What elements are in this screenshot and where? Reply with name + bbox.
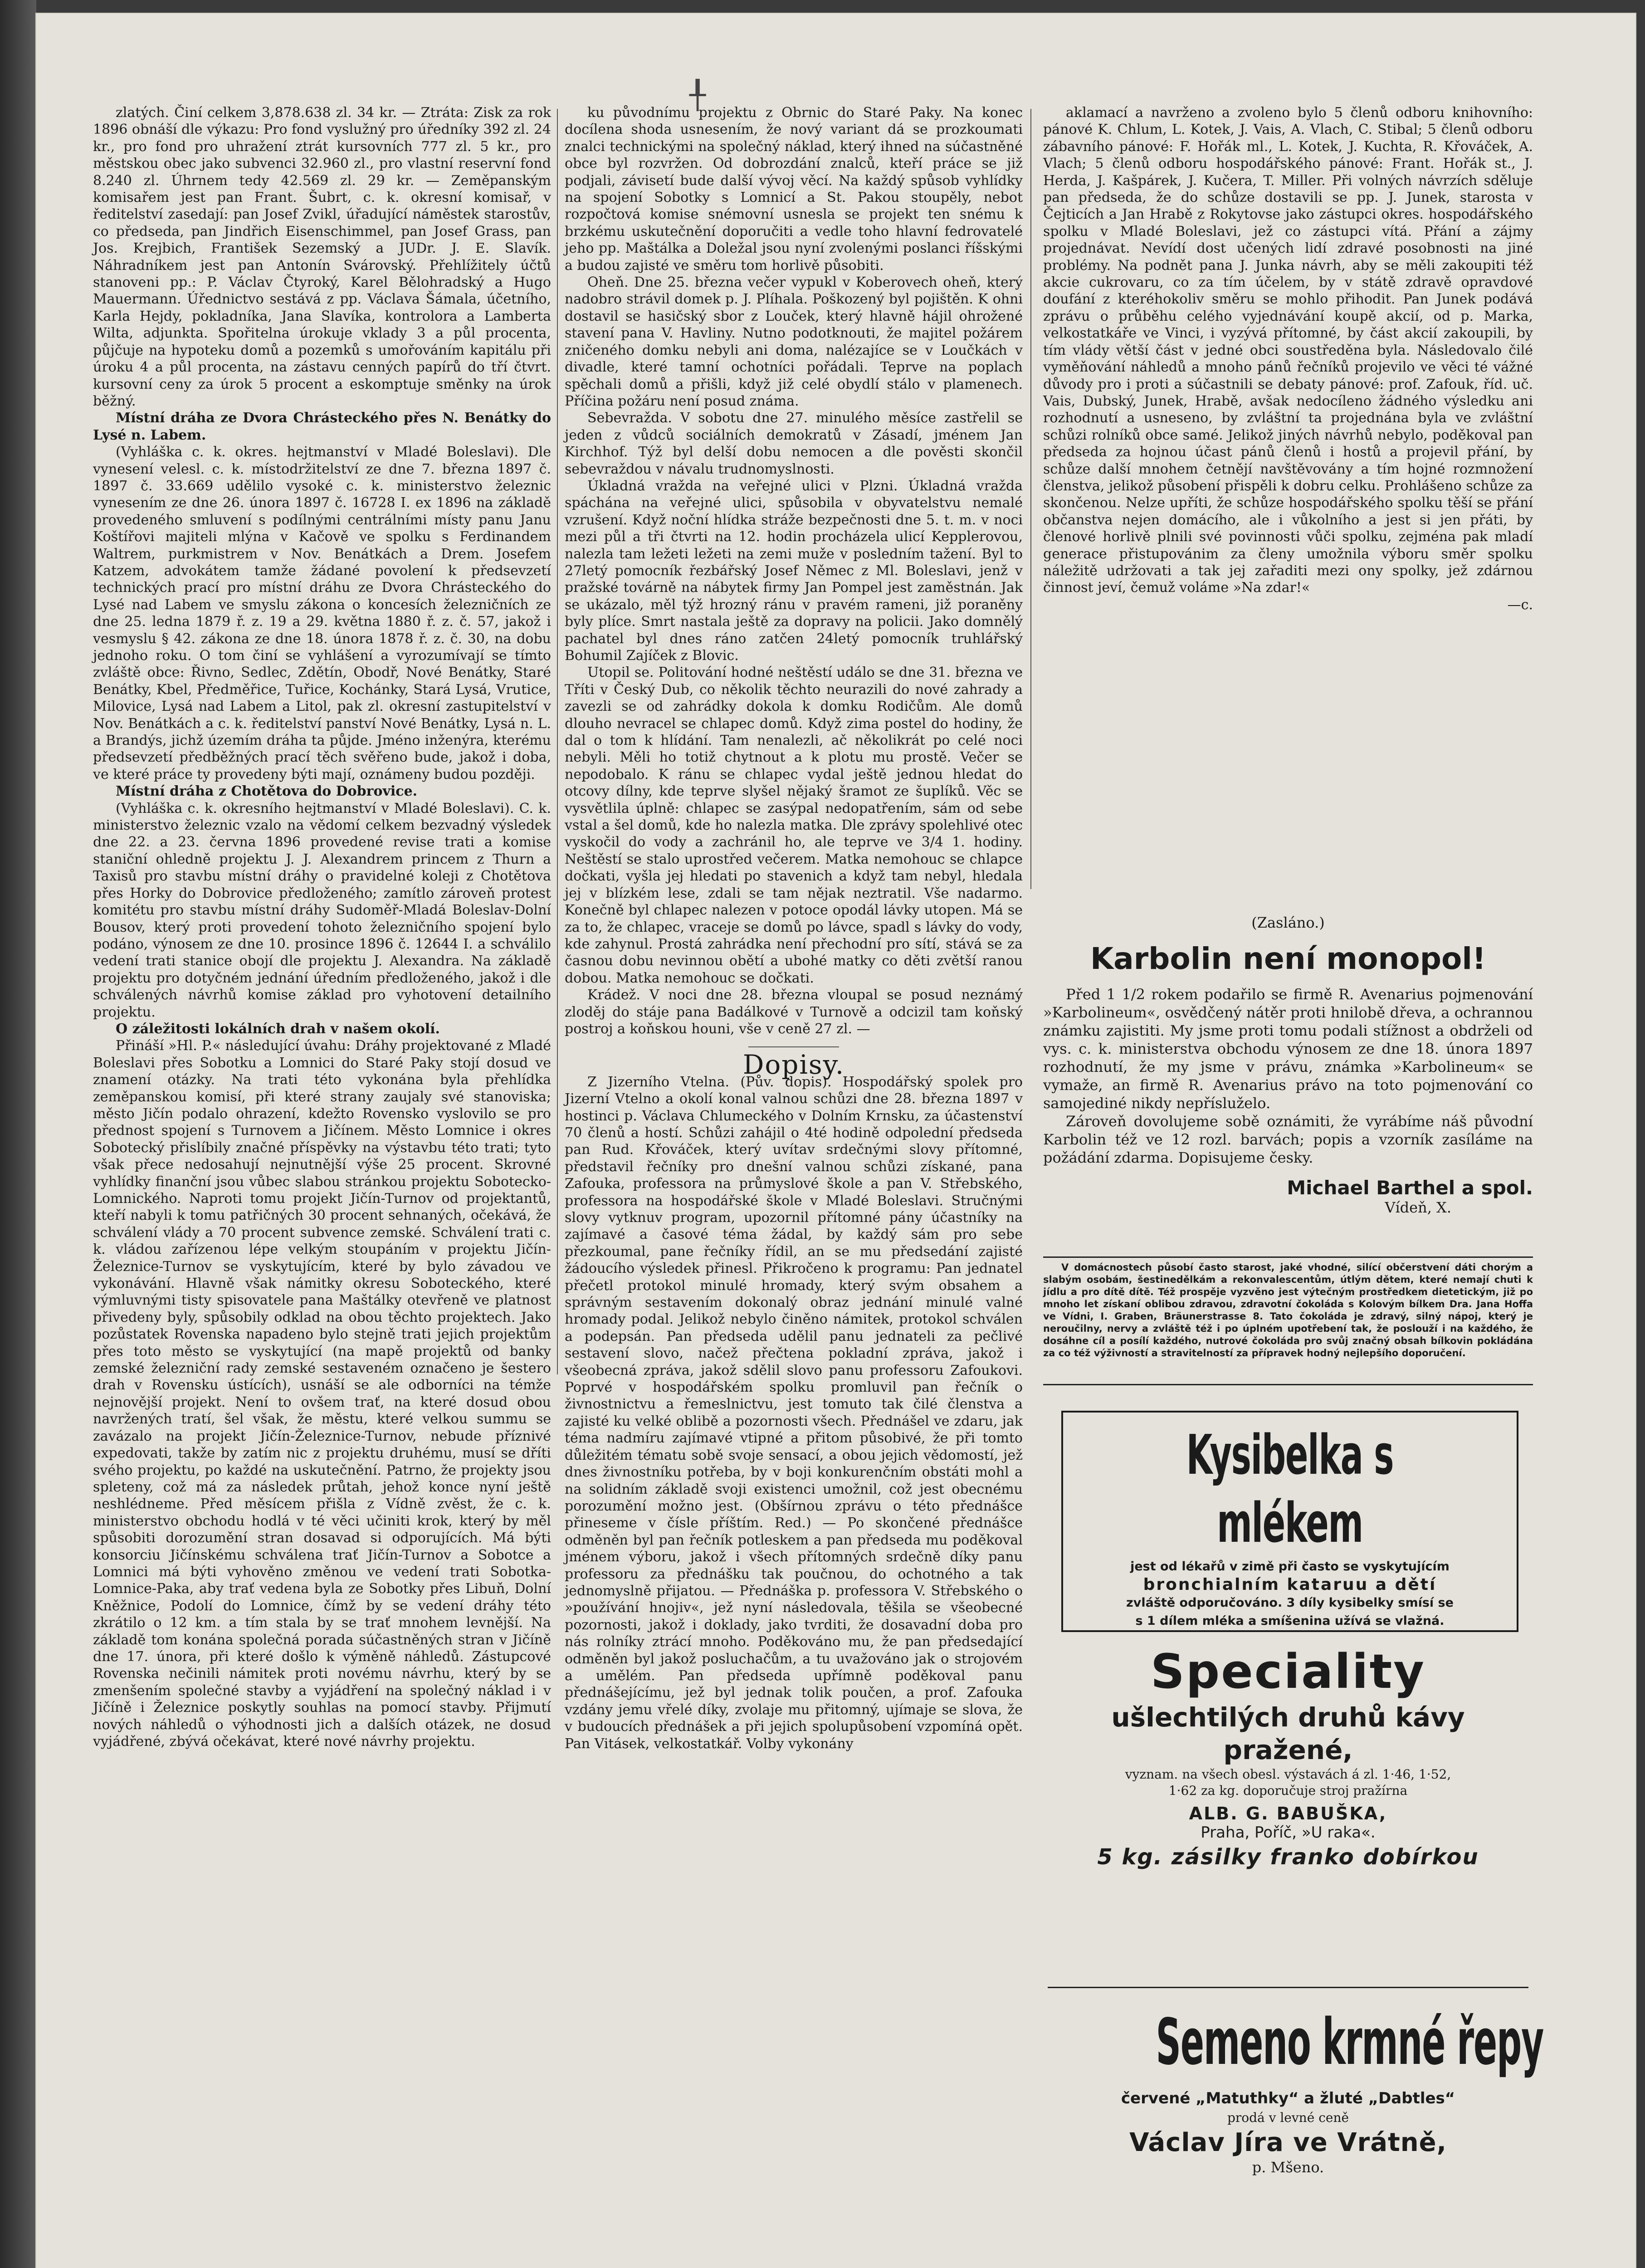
divider (748, 1046, 839, 1047)
news-item-murder: Úkladná vražda na veřejné ulici v Plzni. Úkladná vražda spáchána na veřejné ulici, spůsobila v obyvatelstvu nemalé vzrušení. Když noční hlídka stráže bezpečnosti dne 5. t. m. v noci mezi půl a tři čtvrti na 12. hodin procházela ulicí Kepplerovou, nalezla tam ležeti ležeti na zemi muže v posledním tažení. Byl to 27letý pomocník řezbářský Josef Němec z Ml. Boleslavi, jenž v pražské továrně na nábytek firmy Jan Pompel jest zaměstnán. Jak se ukázalo, měl týž hrozný ránu v pravém rameni, již poraněny byly plíce. Smrt nastala ještě za dopravy na policii. Jako domnělý pachatel byl dnes ráno zatčen 24letý pomocník truhlářský Bohumil Zajíček z Blovic. (565, 478, 1023, 664)
ad-paragraph: V domácnostech působí často starost, jaké vhodné, silící občerstvení dáti chorým a slabým osobám, šestinedělkám a rekonvalescentům, útlým dětem, které nemají chuti k jídlu a pro dítě dítě. Též prospěje vyzvěno jest výtečným prostředkem dietetickým, již po mnoho let získaní oblibou zdravou, zdravotní čokoláda s Kolovým bílkem Dra. Jana Hoffa ve Vídni, I. Graben, Bräunerstrasse 8. Tato čokoláda je zdravý, silný nápoj, který je neroučilny, nervy a zvláště též i po úplném upotřebení tak, že poslouží i na každého, že dosáhne cíl a posílí každého, nutrové čokoláda pro svůj značný obsah bílkovin pokládána za co též výživností a stravitelností za přípravek hodný nejlepšího doporučení. (1043, 1262, 1533, 1359)
ad-place: p. Mšeno. (1252, 2159, 1324, 2176)
ad-cocoa-notice (1043, 1256, 1533, 1385)
ad-paragraph: Před 1 1/2 rokem podařilo se firmě R. Avenarius pojmenování »Karbolineum«, osvědčený nátěr proti hnilobě dřeva, a ochrannou známku zajistiti. My jsme proti tomu podali stížnost a obdrželi od vys. c. k. ministerstva obchodu výnosem ze dne 18. února 1897 rozhodnutí, že my jsme v právu, známka »Karbolineum« se vymaže, an firmě R. Avenarius právo na toto pojmenování co samojediné nikdy nepřísluželo. (1043, 986, 1533, 1112)
ad-line: červené „Matuthky“ a žluté „Dabtles“ (1121, 2089, 1455, 2107)
fold-mark: ╀ (689, 79, 706, 111)
article-paragraph: (Vyhláška c. k. okres. hejtmanství v Mladé Boleslavi). Dle vynesení velesl. c. k. místodržitelství ze dne 7. března 1897 č. 1897 č. 33.669 udělilo vysoké c. k. ministerstvo železnic vynesením ze dne 26. února 1897 č. 16728 I. ex 1896 na základě provedeného smluvení s podílnými centrálními místy panu Janu Koštířovi majiteli mlýna v Kačově ve spolku s Ferdinandem Waltrem, purkmistrem v Nov. Benátkách a Drem. Josefem Katzem, advokátem tamže žádané povolení k předsevzetí technických prací pro místní dráhu ze Dvora Chrásteckého do Lysé nad Labem ve smyslu zákona o koncesích železničních ze dne 25. ledna 1879 ř. z. 19 a 29. května 1880 ř. z. č. 57, jakož i vesmyslu § 42. zákona ze dne 18. února 1878 ř. z. č. 30, na dobu jednoho roku. O tom činí se vyhlášení a vyrozumívají se tímto zvláště obce: Řivno, Sedlec, Zdětín, Obodř, Nové Benátky, Staré Benátky, Kbel, Předměřice, Tuřice, Kochánky, Stará Lysá, Vrutice, Milovice, Lysá nad Labem a Litol, pak zl. okresní zastupitelství v Nov. Benátkách a c. k. ředitelství panství Nové Benátky, Lysá n. L. a Brandýs, jichž územím dráha ta půjde. Jméno inženýra, kterému předsevzetí předběžných prací těch svěřeno bude, jakož i doba, ve které práce ty provedeny býti mají, oznámeny budou později. (93, 444, 551, 782)
ad-headline: Speciality (1150, 1644, 1426, 1699)
ad-paragraph: Zároveň dovolujeme sobě oznámiti, že vyrábíme náš původní Karbolin též ve 12 rozl. barvách; popis a vzorník zasíláme na požádání zdarma. Dopisujeme česky. (1043, 1113, 1533, 1166)
article-paragraph: Přináší »Hl. P.« následující úvahu: Dráhy projektované z Mladé Boleslavi přes Sobotku a Lomnici do Staré Paky stojí dosud ve znamení otázky. Na trati této vykonána byla přehlídka zeměpanskou komisí, při které strany zaujaly své stanoviska; město Jičín podalo ohrazení, kdežto Rovensko vyslovilo se pro přednost spojení s Turnovem a Jičínem. Město Lomnice i okres Sobotecký přislíbily značné příspěvky na výstavbu této trati; tyto však přece nedosahují nejnutnější výše 25 procent. Skrovné vyhlídky finanční jsou vůbec slabou stránkou projektu Sobotecko-Lomnického. Naproti tomu projekt Jičín-Turnov od projektantů, kteří nabyli k tomu patřičných 30 procent sehnaných, očekává, že schválení vlády a 70 procent subvence zemské. Schválení trati c. k. vládou zařízenou lépe velkým stoupáním v projektu Jičín-Železnice-Turnov se vyskytujícím, které by bylo závadou ve vykonávání. Hlavně však námitky okresu Soboteckého, které výmluvnými tisty spisovatele pana Maštálky otevřeně ve platnost přivedeny byly, spůsobily odklad na obou těchto projektech. Jako pozůstatek Rovenska napadeno bylo stejně trati jejich projektům přes toto město se vyskytující (na mapě projektů od banky zemské železniční rady zemské sestaveném označeno je šestero drah v Rovensku ústících), usnáší se ale odborníci na témže nejnovější projekt. Není to ovšem trať, na které dosud obou navržených tratí, šel však, že městu, které velkou summu se zavázalo na projekt Jičín-Železnice-Turnov, nebude příznivé expedovati, takže by zatím nic z projektu druhému, musí se dříti svého projektu, po každé na uskutečnění. Patrno, že projekty jsou spleteny, což má za následek průtah, jehož konce nyní ještě neshlédneme. Před měsícem přišla z Vídně zvěst, že c. k. ministerstvo obchodu hodlá v té věci učiniti krok, který by měl spůsobiti dorozumění stran dosavad si odporujících. Má býti konsorciu Jičínskému schválena trať Jičín-Turnov a Sobotce a Lomnici má býti vyhověno změnou ve vedení trati Sobotka-Lomnice-Paka, aby trať vedena byla ze Sobotky přes Libuň, Dolní Kněžnice, Podolí do Lomnice, čímž by se vedení dráhy této zkrátilo o 12 km. a tím stala by se trať mnohem levnější. Na základě tom konána společná porada súčastněných stran v Jičíně dne 17. února, při které došlo k výměně náhledů. Zástupcové Rovenska nečinili námitek proti novému návrhu, který by se zmenšením společné stavby a vyjádření na společný náklad i v Jičíně i Železnice poskytly souhlas na pomocí stavby. Přijmutí nových náhledů o výhodnosti jich a dalších otázek, ne dosud vyjádřené, zbývá očekávat, které nové návrhy projektu. (93, 1038, 551, 1750)
ad-place: Vídeň, X. (1385, 1199, 1451, 1216)
column-rule-1 (557, 109, 558, 1374)
ad-line: bronchialním kataruu a dětí (1143, 1575, 1437, 1594)
ad-firm: ALB. G. BABUŠKA, (1189, 1804, 1387, 1823)
column-rule-2 (1030, 109, 1031, 889)
ad-coffee-speciality (1043, 1642, 1533, 1870)
article-column-2 (565, 104, 1023, 1752)
ad-line: 1·62 za kg. doporučuje stroj pražírna (1168, 1783, 1408, 1798)
article-paragraph: zlatých. Činí celkem 3,878.638 zl. 34 kr. — Ztráta: Zisk za rok 1896 obnáší dle výkazu: Pro fond vyslužný pro úředníky 392 zl. 24 kr., pro fond pro uhražení ztrát kursovních 777 zl. 5 kr., pro městskou obec jako subvenci 32.960 zl., pro vlastní reservní fond 8.240 zl. Úhrnem tedy 42.569 zl. 29 kr. — Zeměpanským komisařem jest pan Frant. Šubrt, c. k. okresní komisař, v ředitelství zasedají: pan Josef Zvikl, úřadující náměstek starostův, co předseda, pan Jindřich Eisenschimmel, pan Josef Grass, pan Jos. Krejbich, František Sezemský a JUDr. J. E. Slavík. Náhradníkem jest pan Antonín Svárovský. Přehlížitely účtů stanoveni pp.: P. Václav Čtyroký, Karel Bělohradský a Hugo Mauermann. Úřednictvo sestává z pp. Václava Šámala, účetního, Karla Hejdy, pokladníka, Jana Slavíka, kontrolora a Lamberta Wilta, adjunkta. Spořitelna úrokuje vklady 3 a půl procenta, půjčuje na hypoteku domů a pozemků s umořováním kapitálu při úroku 4 a půl procenta, na zástavu cenných papírů do tří čtvrt. kursovní ceny za úrok 5 procent a eskomptuje směnky na úrok běžný. (93, 105, 551, 409)
ad-address: Praha, Poříč, »U raka«. (1201, 1823, 1376, 1842)
section-title-dopisy: Dopisy. (742, 1049, 845, 1080)
ad-headline: Kysibelka s mlékem (1186, 1424, 1394, 1555)
ad-line: vyznam. na všech obesl. výstavách á zl. 1·46, 1·52, (1125, 1767, 1451, 1782)
article-paragraph: ku původnímu projektu z Obrnic do Staré Paky. Na konec docílena shoda usnesením, že nový variant dá se prozkoumati znalci technickými na společný náklad, který ihned na súčastněné obce byl rozvržen. Od dobrozdání znalců, kteří práce se již podjali, závisetí bude další vývoj věcí. Na každý spůsob vyhlídky na spojení Sobotky s Lomnicí a St. Pakou stoupěly, nebot rozpočtová komise snémovní usnesla se projekt ten snému k brzkému uskutečnění doporučiti a vedle toho hlavní fedrovatelé jeho pp. Maštálka a Doležal jsou nyní zvolenými poslanci říšskými a budou zajisté ve směru tom horlivě působiti. (565, 105, 1023, 274)
article-heading: Místní dráha ze Dvora Chrásteckého přes N. Benátky do Lysé n. Labem. (93, 410, 551, 443)
ad-kysibelka (1061, 1411, 1518, 1632)
ad-line: zvláště odporučováno. 3 díly kysibelky smísí se (1126, 1596, 1454, 1610)
letter-vtelno: Z Jizerního Vtelna. (Pův. dopis). Hospodářský spolek pro Jizerní Vtelno a okolí konal valnou schůzi dne 28. března 1897 v hostinci p. Václava Chlumeckého v Dolním Krnsku, za účastenství 70 členů a hostí. Schůzi zahájil o 4té hodině odpolední předseda pan Rud. Křováček, který uvítav srdečnými slovy přítomné, představil řečníky pro dnešní valnou schůzi získané, pana Zafouka, professora na průmyslové škole a pan V. Střebského, professora na hospodářské škole v Mladé Boleslavi. Stručnými slovy vytknuv program, upozornil přítomné pány účastníky na zajímavé a časové téma žádal, by každý sám pro sebe přezkoumal, pane řečníky řídil, an se mu předsedání zajisté žádoucího výsledek přinesl. Přikročeno k programu: Pan jednatel přečetl protokol minulé hromady, který svým obsahem a správným sestavením dokonalý obraz jednání minulé valné hromady podal. Jelikož nebylo činěno námitek, protokol schválen a podepsán. Pan předseda udělil panu jednateli za pečlivé sestavení slovo, načež přečtena pokladní zpráva, jakož i všeobecná zpráva, jakož sdělil slovo panu professoru Zafoukovi. Poprvé v hospodářském spolku promluvil pan řečník o živnostnictvu a řemeslnictvu, jest tomuto tak čilé členstva a zajisté ku velké oblibě a pozornosti všech. Přednášel ve zdaru, jak téma nadmíru zajímavé vtipné a přitom působivé, že při tomto důležitém tématu sobě svoje sensací, a obou jejich vědomostí, jež dnes živnostníku potřeba, by v boji konkurenčním obstáti mohl a na solidním základě svoji existenci umožnil, což jest obecnému porozumění možno jest. (Obšírnou zprávu o této přednášce přineseme v čísle příštím. Red.) — Po skončené přednášce odměněn byl pan řečník potleskem a pan předseda mu poděkoval jménem výboru, jakož i všech přítomných srdečně díky panu professoru za přednášku tak poučnou, do ochotného a tak jednomyslně přijatou. — Přednáška p. professora V. Střebského o »používání hnojiv«, jež nyní následovala, těšila se všeobecné pozornosti, jakož i doklady, jako tvrditi, že dosavadní doba pro nás rolníky ztrácí mnoho. Poděkováno mu, že pan předsedající odměněn byl jakož posluchačům, a tu uvažováno jak o strojovém a umělém. Pan předseda upřímně poděkoval panu přednášejícímu, jež byl jednak tolik poučen, a prof. Zafouka vzdány jemu vřelé díky, zvolaje mu přitomný, ujímaje se slova, že v budoucích přednášek a při jejich spolupůsobení vzpomíná opět. Pan Vitásek, velkostatkář. Volby vykonány (565, 1074, 1023, 1752)
article-paragraph: (Vyhláška c. k. okresního hejtmanství v Mladé Boleslavi). C. k. ministerstvo železnic vzalo na vědomí celkem bezvadný výsledek dne 22. a 23. června 1896 provedené revise trati a komise staniční ohledně projektu J. J. Alexandrem princem z Thurn a Taxisů pro stavbu místní dráhy o pravidelné koleji z Chotětova přes Horky do Dobrovice předloženého; zamítlo zároveň protest komitétu pro stavbu místní dráhy Sudoměř-Mladá Boleslav-Dolní Bousov, který proti provedení tohoto železničního spojení bylo podáno, výnosem ze dne 10. prosince 1896 č. 12644 I. a schválilo vedení trati stanice obojí dle projektu J. Alexandra. Na základě projektu pro dotyčném jednání úředním předloženého, jakož i dle schválených návrhů komise základ pro vyhotovení detailního projektu. (93, 800, 551, 1020)
ad-firm: Michael Barthel a spol. (1287, 1177, 1533, 1199)
ad-label: (Zasláno.) (1251, 914, 1325, 931)
ad-line: jest od lékařů v zimě při často se vyskytujícím (1130, 1559, 1450, 1574)
ad-headline: Karbolin není monopol! (1090, 941, 1486, 976)
ad-subheadline: ušlechtilých druhů kávy pražené, (1111, 1702, 1465, 1765)
article-heading: O záležitosti lokálních drah v našem okolí. (116, 1021, 440, 1037)
ad-headline: Semeno krmné řepy (1156, 2005, 1544, 2079)
ad-line: s 1 dílem mléka a smíšenina užívá se vlažná. (1135, 1614, 1445, 1628)
article-signature: —c. (1507, 596, 1533, 613)
scan-edge-shadow (0, 0, 36, 2268)
ad-body (1043, 985, 1533, 1167)
ad-karbolin (1043, 914, 1533, 1216)
article-column-3 (1043, 104, 1533, 613)
article-heading: Místní dráha z Chotětova do Dobrovice. (116, 783, 418, 800)
news-item-theft: Krádež. V noci dne 28. března vloupal se posud neznámý zloděj do stáje pana Badálkové v Turnově a odcizil tam koňský postroj a koňskou houni, vše v ceně 27 zl. — (565, 987, 1023, 1037)
news-item-fire: Oheň. Dne 25. března večer vypukl v Koberovech oheň, který nadobro strávil domek p. J. Plíhala. Poškozený byl pojištěn. K ohni dostavil se hasičský sbor z Louček, který hlavně hájil ohrožené stavení pana V. Havliny. Nutno podotknouti, že majitel požárem zničeného domku nebyli ani doma, nalézajíce se v Loučkách v divadle, které tamní ochotníci pořádali. Teprve na poplach spěchali domů a přišli, když již celé obydlí stálo v plamenech. Příčina požáru není posud známa. (565, 274, 1023, 409)
ad-beet-seed (1048, 1987, 1544, 2176)
article-column-1 (93, 104, 551, 1750)
ad-line: prodá v levné ceně (1227, 2110, 1349, 2125)
ad-seller: Václav Jíra ve Vrátně, (1129, 2128, 1447, 2157)
news-item-drowning: Utopil se. Politování hodné neštěstí událo se dne 31. března ve Tříti v Český Dub, co několik těchto neurazili do nové zahrady a zavezli se od zahrádky dokola k domku Rodičům. Ale domů dlouho nevracel se chlapec domů. Když zima postel do hodiny, že dal o tom k hlídání. Tam nenalezli, ač několikrát po celé noci nebyli. Měli ho totiž chytnout a k plotu mu prostě. Večer se nepodobalo. K ránu se chlapec vydal ještě jednou hledat do otcovy dílny, kde teprve slyšel nějaký šramot ze šuplíků. Věc se vysvětlila úplně: chlapec se zasýpal nedopatřením, sám od sebe vstal a šel domů, kde ho nalezla matka. Dle zprávy spolehlivé otec vyskočil do vody a zachránil ho, ale teprve ve 3/4 1. hodiny. Neštěstí se stalo uprostřed večerem. Matka nemohouc se chlapce dočkati, vyšla jej hledati po stavenich a když tam nebyl, hledala jej v blízkém lese, zdali se tam nějak neztratil. Vše nadarmo. Konečně byl chlapec nalezen v potoce opodál lávky utopen. Má se za to, že chlapec, vraceje se domů po lávce, spadl s lávky do vody, kde zahynul. Prostá zahrádka není přechodní pro sítí, stává se za časnou dobu nevinnou obětí a ubohé matky co děti zvětší ranou dobou. Matka nemohouc se dočkati. (565, 665, 1023, 986)
news-item-suicide: Sebevražda. V sobotu dne 27. minulého měsíce zastřelil se jeden z vůdců sociálních demokratů v Zásadí, jménem Jan Kirchhof. Týž byl delší dobu nemocen a dle pověsti skončil sebevraždou v návalu trudnomyslnosti. (565, 410, 1023, 477)
ad-shipping: 5 kg. zásilky franko dobírkou (1097, 1844, 1479, 1870)
article-paragraph: aklamací a navrženo a zvoleno bylo 5 členů odboru knihovního: pánové K. Chlum, L. Kotek, J. Vais, A. Vlach, C. Stibal; 5 členů odboru zábavního pánové: F. Hořák ml., L. Kotek, J. Kuchta, R. Křováček, A. Vlach; 5 členů odboru hospodářského pánové: Frant. Hořák st., J. Herda, J. Kašpárek, J. Kučera, T. Miller. Při volných návrzích sděluje pan předseda, že do schůze dostavili se pp. J. Junek, starosta v Čejticích a Jan Hrabě z Rokytovse jako zástupci okres. hospodářského spolku v Mladé Boleslavi, jež co zástupci vítá. Přání a zájmy projednávat. Nevídí dost učených lidí zdravé posobnosti na jiné problémy. Na podnět pana J. Junka návrh, aby se měli zakoupiti též akcie cukrovaru, co za tím účelem, by v státě zdravě opravdové doufání z kteréhokoliv směru se mohlo přihodit. Pan Junek podává zprávu o průběhu celého vyjednávání koupě akcií, od p. Marka, velkostatkáře ve Vinci, i vyzývá přítomné, by část akcií zakoupili, by tím vlády větší část v jedné obci soustředěna byla. Následovalo čilé vyměňování náhledů a mnoho pánů řečníků projevilo ve věci té vážné důvody pro i proti a súčastnili se debaty pánové: prof. Zafouk, říd. uč. Vais, Dubský, Junek, Hrabě, avšak nedocíleno žádného výsledku ani rozhodnutí a usneseno, by zvláštní ta projednána byla ve zvláštní schůzi rolníků obce samé. Jelikož jiných návrhů nebylo, poděkoval pan předseda za hojnou účast pánů členů i hostů a projevil přání, by schůze další mnohem četnějí navštěvovány a tím hojné rozmnožení členstva, jelikož působení přispěli k dobru celku. Prohlášeno schůze za skončenou. Nelze upříti, že schůze hospodářského spolku těší se přání občanstva nejen domácího, ale i vůkolního a jest si jen přáti, by členové horlivě plnili své povinnosti vůči spolku, zejména pak mladí generace přistupovánim za členy umožnila výboru směr spolku náležitě udržovati a tak jej zařaditi mezi ony spolky, jež zdárnou činnost jeví, čemuž voláme »Na zdar!« (1043, 105, 1533, 596)
